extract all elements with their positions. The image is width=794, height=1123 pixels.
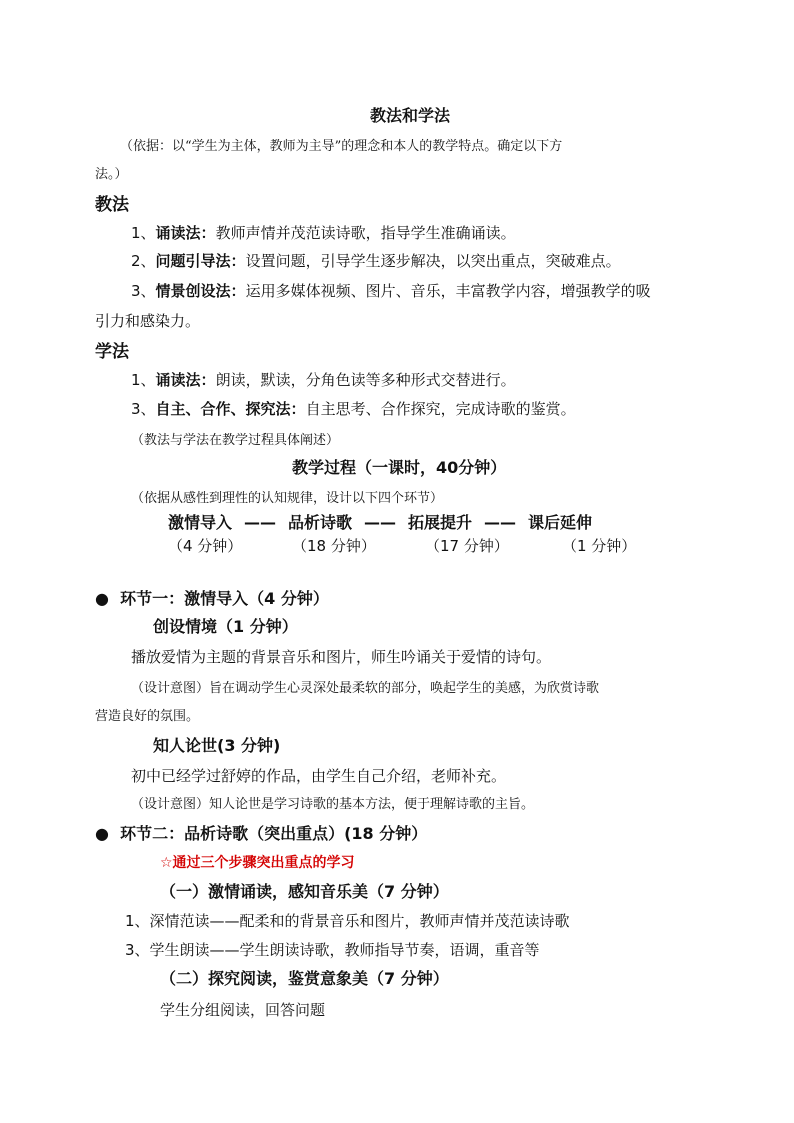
process-title: 教学过程（一课时，40分钟） (292, 458, 507, 477)
section1-intent-line1: （设计意图）旨在调动学生心灵深处最柔软的部分，唤起学生的美感，为欣赏诗歌 (131, 681, 600, 696)
teaching-method-1 (131, 222, 516, 243)
section1-intent-line2: 营造良好的氛围。 (95, 709, 200, 724)
section1-sub2-intent: （设计意图）知人论世是学习诗歌的基本方法，便于理解诗歌的主旨。 (131, 797, 535, 812)
method-text: 运用多媒体视频、图片、音乐，丰富教学内容，增强教学的吸 (245, 282, 651, 300)
section2-heading (95, 821, 427, 844)
method-label: 问题引导法： (155, 252, 246, 270)
section1-title: 环节一：激情导入（4 分钟） (120, 589, 329, 608)
section2-red-note: ☆通过三个步骤突出重点的学习 (160, 855, 355, 871)
section2-part1: （一）激情诵读，感知音乐美（7 分钟） (160, 882, 449, 901)
stage-dash: —— (244, 513, 277, 532)
method-note: （教法与学法在教学过程具体阐述） (131, 433, 340, 448)
section2-part2-text: 学生分组阅读，回答问题 (160, 1001, 326, 1019)
section1-sub1: 创设情境（1 分钟） (153, 617, 298, 636)
page-title: 教法和学法 (370, 106, 451, 125)
section1-heading (95, 586, 329, 609)
method-number: 3、 (131, 282, 156, 300)
stage-time-1: （4 分钟） (168, 537, 243, 555)
stage-name: 品析诗歌 (288, 513, 353, 532)
process-note: （依据从感性到理性的认知规律，设计以下四个环节） (131, 491, 444, 506)
method-number: 3、 (131, 400, 156, 418)
section2-title: 环节二：品析诗歌（突出重点）(18 分钟） (120, 824, 428, 843)
method-label: 情景创设法： (155, 282, 246, 300)
method-number: 2、 (131, 252, 156, 270)
basis-note-line1: （依据：以“学生为主体，教师为主导”的理念和本人的教学特点。确定以下方 (120, 139, 563, 154)
method-text: 自主思考、合作探究，完成诗歌的鉴赏。 (305, 400, 576, 418)
method-number: 1、 (131, 224, 156, 242)
section2-part1-item2: 3、学生朗读——学生朗读诗歌，教师指导节奏，语调，重音等 (125, 941, 540, 959)
method-text: 朗读，默读，分角色读等多种形式交替进行。 (215, 371, 516, 389)
teaching-method-3-cont: 引力和感染力。 (95, 312, 201, 330)
section1-sub2: 知人论世(3 分钟) (153, 736, 281, 755)
teaching-method-3 (131, 280, 651, 301)
teaching-method-2 (131, 250, 621, 271)
stage-time-4: （1 分钟） (562, 537, 637, 555)
stage-time-3: （17 分钟） (425, 537, 509, 555)
method-label: 诵读法： (155, 224, 216, 242)
section2-part1-item1: 1、深情范读——配柔和的背景音乐和图片，教师声情并茂范读诗歌 (125, 912, 570, 930)
teaching-heading: 教法 (95, 195, 129, 215)
basis-note-line2: 法。） (95, 167, 128, 182)
stage-name: 课后延伸 (528, 513, 593, 532)
section1-sub1-text: 播放爱情为主题的背景音乐和图片，师生吟诵关于爱情的诗句。 (131, 648, 552, 666)
bullet-icon: ● (95, 824, 109, 843)
method-label: 自主、合作、探究法： (155, 400, 306, 418)
learning-method-1 (131, 369, 516, 390)
bullet-icon: ● (95, 589, 109, 608)
method-number: 1、 (131, 371, 156, 389)
learning-heading: 学法 (95, 342, 129, 362)
stage-dash: —— (364, 513, 397, 532)
stage-time-2: （18 分钟） (292, 537, 376, 555)
section1-sub2-text: 初中已经学过舒婷的作品，由学生自己介绍，老师补充。 (131, 767, 507, 785)
stage-name: 拓展提升 (408, 513, 473, 532)
stage-names-row (168, 510, 592, 533)
stage-dash: —— (484, 513, 517, 532)
learning-method-3 (131, 398, 576, 419)
method-text: 设置问题，引导学生逐步解决，以突出重点，突破难点。 (245, 252, 621, 270)
method-text: 教师声情并茂范读诗歌，指导学生准确诵读。 (215, 224, 516, 242)
stage-name: 激情导入 (168, 513, 233, 532)
section2-part2: （二）探究阅读，鉴赏意象美（7 分钟） (160, 969, 449, 988)
method-label: 诵读法： (155, 371, 216, 389)
